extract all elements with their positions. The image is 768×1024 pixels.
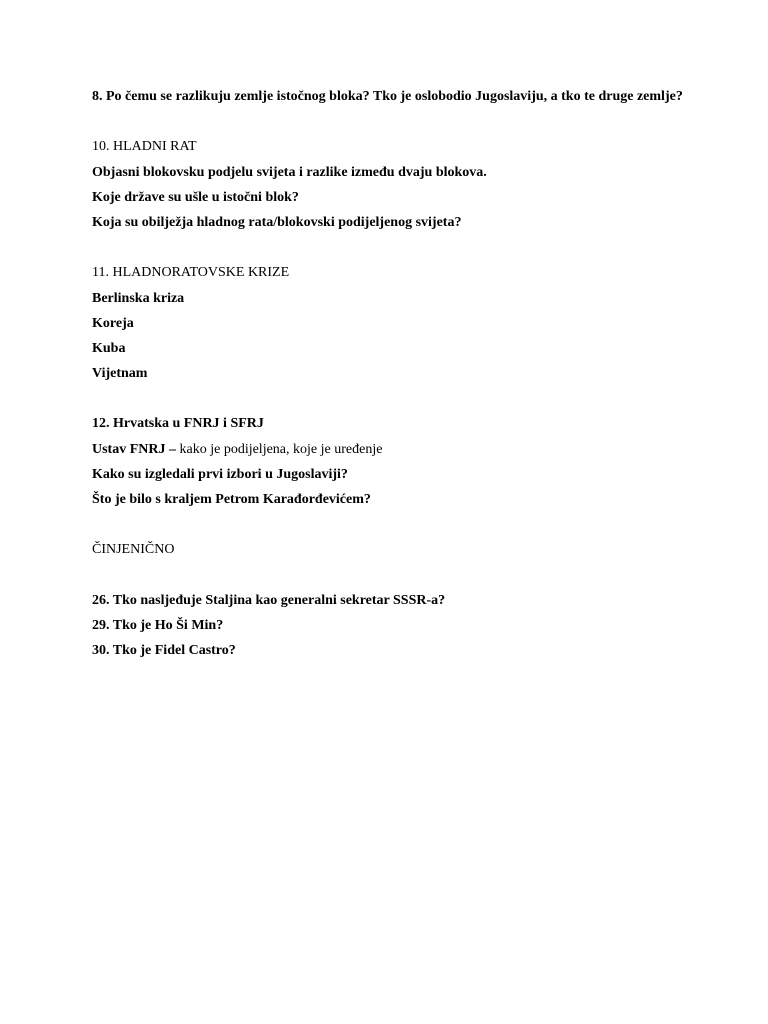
spacer	[92, 109, 692, 134]
section-11-heading: 11. HLADNORATOVSKE KRIZE	[92, 265, 290, 281]
spacer	[92, 563, 692, 588]
ustav-label: Ustav FNRJ –	[92, 441, 176, 457]
document-page	[92, 84, 692, 663]
spacer	[92, 235, 692, 260]
cinjenicno-question: 30. Tko je Fidel Castro?	[92, 643, 236, 659]
section-11-item: Kuba	[92, 340, 126, 356]
section-12-item: Što je bilo s kraljem Petrom Karađorđevićem?	[92, 492, 371, 508]
section-10-item: Koja su obilježja hladnog rata/blokovski podijeljenog svijeta?	[92, 214, 462, 230]
ustav-description: kako je podijeljena, koje je uređenje	[176, 441, 383, 457]
section-12-item: Kako su izgledali prvi izbori u Jugoslaviji?	[92, 466, 348, 482]
section-11-item: Berlinska kriza	[92, 290, 185, 306]
section-12-ustav-line	[92, 437, 692, 462]
spacer	[92, 386, 692, 411]
section-11-item: Vijetnam	[92, 366, 148, 382]
cinjenicno-heading: ČINJENIČNO	[92, 542, 175, 558]
cinjenicno-question: 29. Tko je Ho Ši Min?	[92, 617, 224, 633]
section-10-item: Objasni blokovsku podjelu svijeta i razlike između dvaju blokova.	[92, 164, 487, 180]
section-12-heading: 12. Hrvatska u FNRJ i SFRJ	[92, 416, 264, 432]
question-8: 8. Po čemu se razlikuju zemlje istočnog bloka? Tko je oslobodio Jugoslaviju, a tko te druge zemlje?	[92, 89, 683, 104]
section-11-item: Koreja	[92, 315, 134, 331]
cinjenicno-question: 26. Tko nasljeđuje Staljina kao generalni sekretar SSSR-a?	[92, 592, 446, 608]
spacer	[92, 512, 692, 537]
section-10-item: Koje države su ušle u istočni blok?	[92, 189, 299, 205]
section-10-heading: 10. HLADNI RAT	[92, 139, 197, 155]
